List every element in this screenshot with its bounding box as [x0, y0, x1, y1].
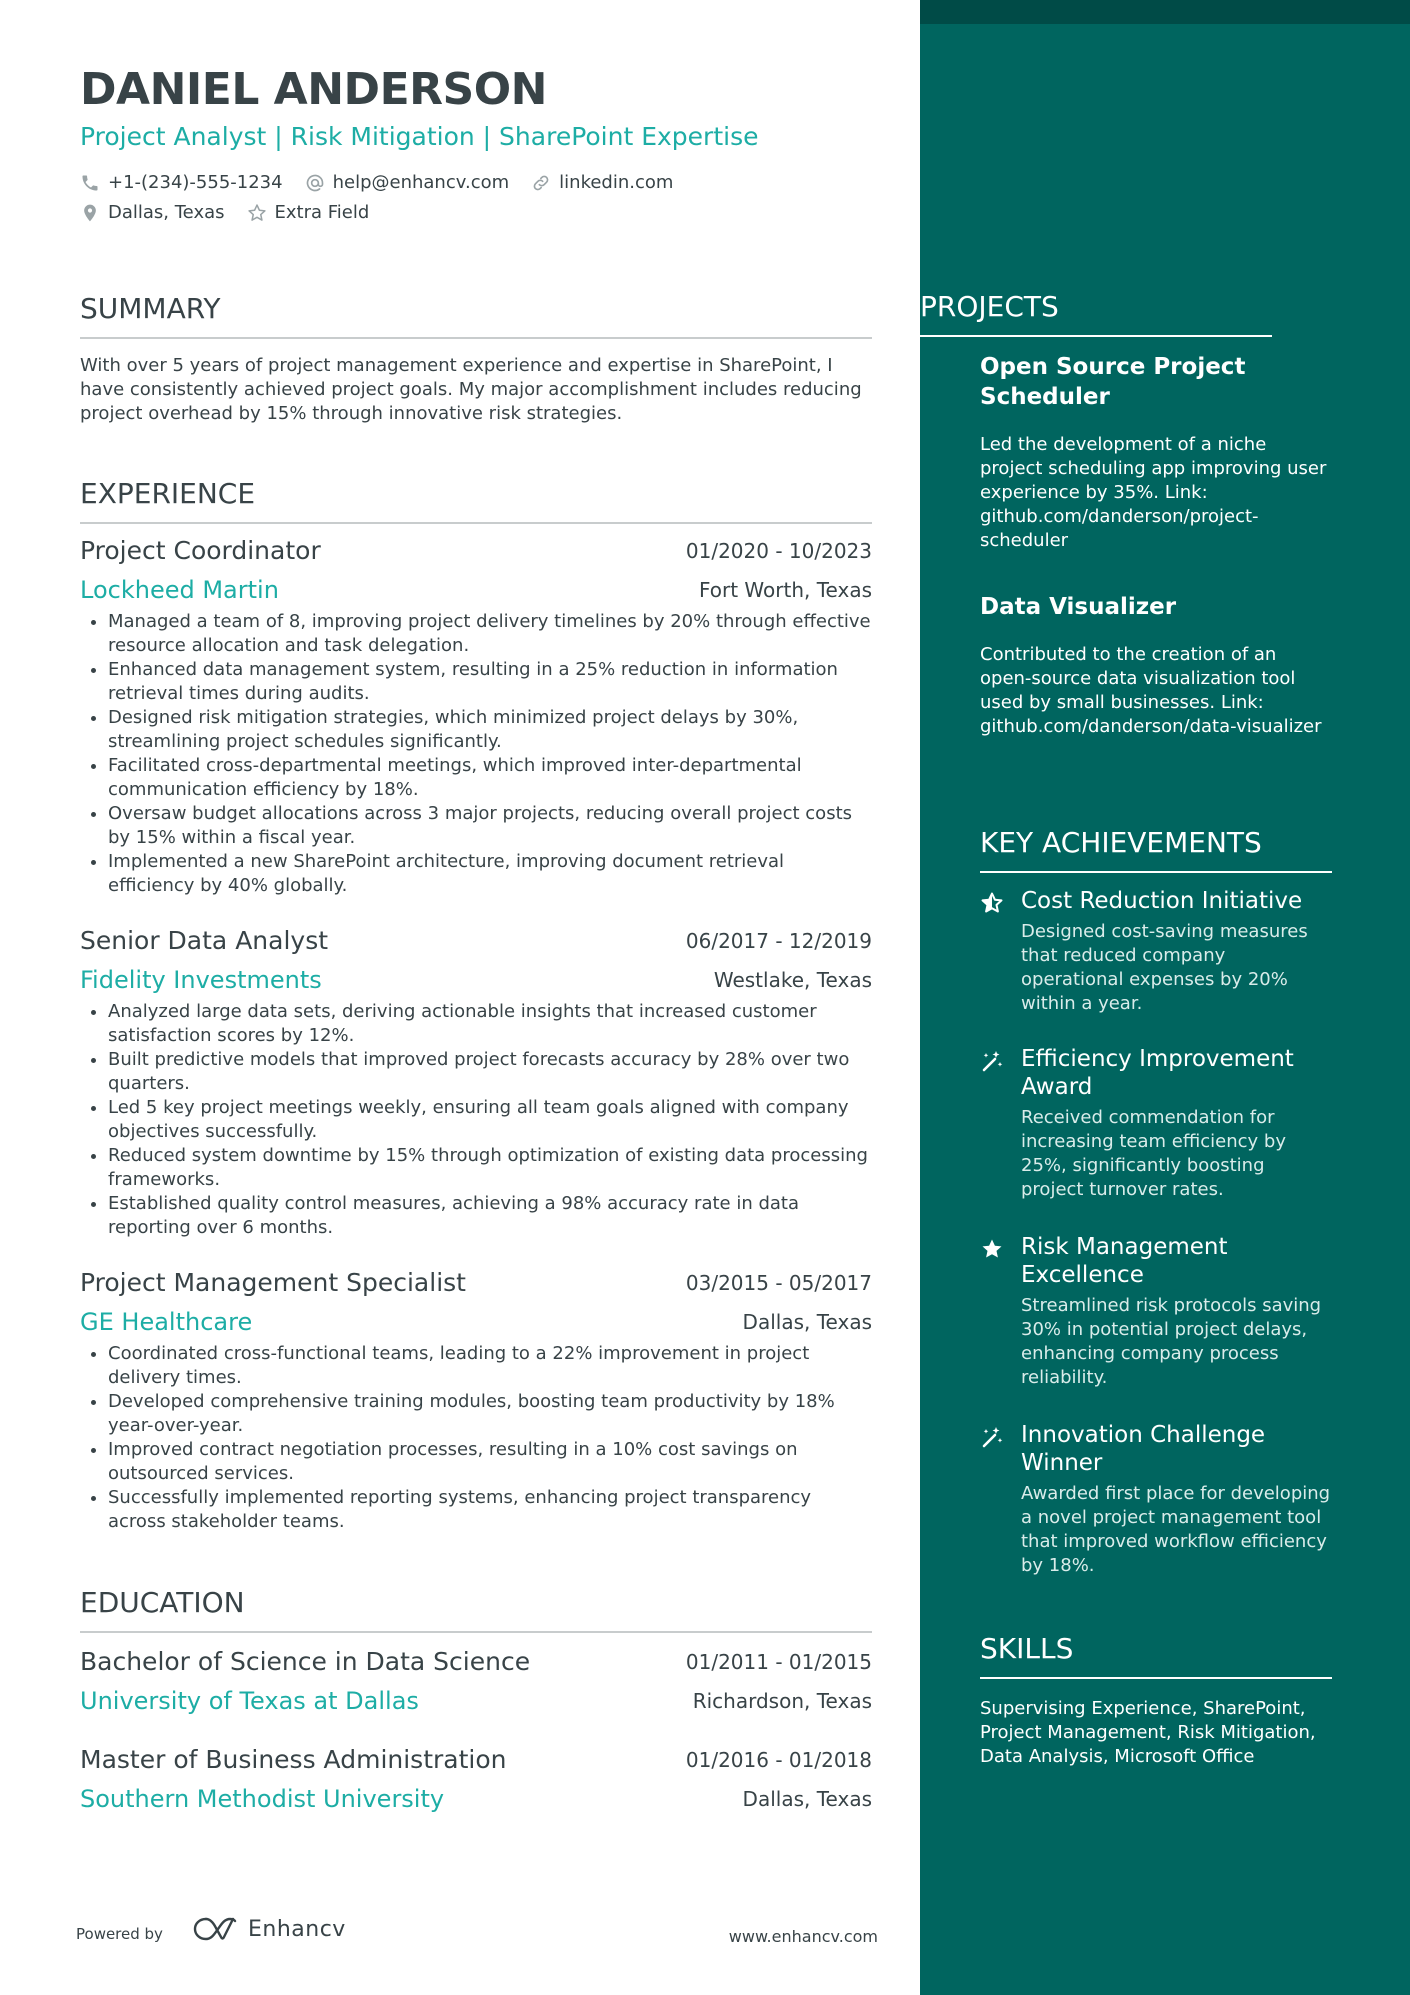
enhancv-logo-icon: [192, 1915, 238, 1943]
powered-by-label: Powered by: [76, 1925, 163, 1943]
list-item: • Implemented a new SharePoint architecture, improving document retrieval efficiency by 40% globally.: [108, 850, 872, 898]
contact-location: [80, 202, 225, 223]
experience-item: [80, 536, 872, 898]
summary-heading: SUMMARY: [80, 292, 872, 339]
project-item: [980, 352, 1332, 553]
job-location: Westlake, Texas: [713, 968, 872, 992]
job-bullets: [80, 1342, 872, 1534]
magic-wand-icon: [980, 1425, 1004, 1449]
school-location: Dallas, Texas: [742, 1787, 872, 1811]
school-name: Southern Methodist University: [80, 1785, 445, 1813]
candidate-headline: Project Analyst | Risk Mitigation | SharePoint Expertise: [80, 122, 759, 151]
sidebar: [920, 0, 1410, 1995]
job-title: Project Management Specialist: [80, 1268, 466, 1297]
contact-linkedin[interactable]: [531, 172, 673, 193]
company-name: GE Healthcare: [80, 1308, 253, 1336]
achievement-item: [980, 1421, 1332, 1578]
project-description: Led the development of a niche project scheduling app improving user experience by 35%. Link: github.com/danderson/project-scheduler: [980, 434, 1327, 551]
star-half-icon: [980, 891, 1004, 915]
skills-block: [980, 1697, 1332, 1769]
project-name: Data Visualizer: [980, 594, 1177, 620]
job-dates: 06/2017 - 12/2019: [685, 929, 872, 953]
project-name: Open Source Project Scheduler: [980, 354, 1246, 410]
education-dates: 01/2016 - 01/2018: [685, 1748, 872, 1772]
summary-text: With over 5 years of project management experience and expertise in SharePoint, I have consistently achieved project goals. My major accomplishment includes reducing project overhead by 15% through innovative risk strategies.: [80, 355, 862, 424]
achievement-title: Innovation Challenge Winner: [1021, 1422, 1266, 1476]
email-address: help@enhancv.com: [332, 172, 510, 193]
job-bullets: [80, 610, 872, 898]
project-description: Contributed to the creation of an open-source data visualization tool used by small businesses. Link: github.com/danderson/data-visualizer: [980, 644, 1322, 737]
enhancv-logo[interactable]: [192, 1915, 346, 1943]
list-item: • Coordinated cross-functional teams, leading to a 22% improvement in project delivery times.: [108, 1342, 872, 1390]
job-location: Fort Worth, Texas: [698, 578, 872, 602]
at-icon: [305, 173, 325, 193]
list-item: • Successfully implemented reporting systems, enhancing project transparency across stakeholder teams.: [108, 1486, 872, 1534]
phone-icon: [80, 173, 100, 193]
project-item: [980, 592, 1332, 739]
footer: [76, 1915, 878, 1955]
magic-wand-icon: [980, 1049, 1004, 1073]
job-location: Dallas, Texas: [742, 1310, 872, 1334]
list-item: • Designed risk mitigation strategies, which minimized project delays by 30%, streamlining project schedules significantly.: [108, 706, 872, 754]
achievement-title: Cost Reduction Initiative: [1021, 888, 1303, 914]
education-item: [80, 1745, 872, 1825]
footer-website[interactable]: www.enhancv.com: [728, 1927, 878, 1946]
star-icon: [980, 1237, 1004, 1261]
achievement-description: Received commendation for increasing team efficiency by 25%, significantly boosting project turnover rates.: [1021, 1107, 1286, 1200]
job-dates: 01/2020 - 10/2023: [685, 539, 872, 563]
achievements-list: [980, 887, 1332, 1576]
education-heading: EDUCATION: [80, 1586, 872, 1633]
experience-item: [80, 926, 872, 1240]
skills-heading: SKILLS: [980, 1632, 1332, 1679]
list-item: • Oversaw budget allocations across 3 major projects, reducing overall project costs by 15% within a fiscal year.: [108, 802, 872, 850]
list-item: • Enhanced data management system, resulting in a 25% reduction in information retrieval times during audits.: [108, 658, 872, 706]
job-dates: 03/2015 - 05/2017: [685, 1271, 872, 1295]
candidate-name: DANIEL ANDERSON: [80, 64, 547, 115]
achievement-description: Designed cost-saving measures that reduced company operational expenses by 20% within a year.: [1021, 921, 1308, 1014]
list-item: • Analyzed large data sets, deriving actionable insights that increased customer satisfaction scores by 12%.: [108, 1000, 872, 1048]
education-item: [80, 1647, 872, 1727]
link-icon: [531, 173, 551, 193]
achievement-item: [980, 887, 1332, 1016]
contact-row: [80, 172, 872, 193]
location-text: Dallas, Texas: [108, 202, 225, 223]
job-title: Senior Data Analyst: [80, 926, 329, 955]
company-name: Lockheed Martin: [80, 576, 279, 604]
degree-name: Bachelor of Science in Data Science: [80, 1647, 531, 1676]
list-item: • Reduced system downtime by 15% through optimization of existing data processing frameworks.: [108, 1144, 872, 1192]
company-name: Fidelity Investments: [80, 966, 322, 994]
list-item: • Developed comprehensive training modules, boosting team productivity by 18% year-over-year.: [108, 1390, 872, 1438]
skills-text: Supervising Experience, SharePoint, Project Management, Risk Mitigation, Data Analysis, Microsoft Office: [980, 1698, 1316, 1767]
job-bullets: [80, 1000, 872, 1240]
contact-email[interactable]: [305, 172, 510, 193]
linkedin-url: linkedin.com: [559, 172, 674, 193]
school-name: University of Texas at Dallas: [80, 1687, 419, 1715]
enhancv-brand-name: Enhancv: [248, 1916, 346, 1942]
star-outline-icon: [247, 203, 267, 223]
projects-heading: PROJECTS: [920, 290, 1272, 337]
contact-row: [80, 202, 872, 223]
achievement-title: Risk Management Excellence: [1021, 1234, 1228, 1288]
phone-number: +1-(234)-555-1234: [108, 172, 283, 193]
experience-item: [80, 1268, 872, 1534]
contact-phone[interactable]: [80, 172, 283, 193]
achievement-item: [980, 1233, 1332, 1390]
location-pin-icon: [80, 203, 100, 223]
contact-extra: [247, 202, 370, 223]
achievements-heading: KEY ACHIEVEMENTS: [980, 826, 1332, 873]
education-dates: 01/2011 - 01/2015: [685, 1650, 872, 1674]
list-item: • Managed a team of 8, improving project delivery timelines by 20% through effective resource allocation and task delegation.: [108, 610, 872, 658]
list-item: • Built predictive models that improved project forecasts accuracy by 28% over two quarters.: [108, 1048, 872, 1096]
school-location: Richardson, Texas: [692, 1689, 872, 1713]
job-title: Project Coordinator: [80, 536, 321, 565]
list-item: • Established quality control measures, achieving a 98% accuracy rate in data reporting over 6 months.: [108, 1192, 872, 1240]
achievement-description: Streamlined risk protocols saving 30% in potential project delays, enhancing company process reliability.: [1021, 1295, 1322, 1388]
achievement-description: Awarded first place for developing a novel project management tool that improved workflow efficiency by 18%.: [1021, 1483, 1331, 1576]
list-item: • Facilitated cross-departmental meetings, which improved inter-departmental communication efficiency by 18%.: [108, 754, 872, 802]
experience-heading: EXPERIENCE: [80, 477, 872, 524]
achievement-item: [980, 1045, 1332, 1202]
list-item: • Improved contract negotiation processes, resulting in a 10% cost savings on outsourced services.: [108, 1438, 872, 1486]
extra-field-text: Extra Field: [274, 202, 370, 223]
sidebar-top-bar: [920, 0, 1410, 24]
list-item: • Led 5 key project meetings weekly, ensuring all team goals aligned with company objectives successfully.: [108, 1096, 872, 1144]
degree-name: Master of Business Administration: [80, 1745, 507, 1774]
achievement-title: Efficiency Improvement Award: [1021, 1046, 1294, 1100]
